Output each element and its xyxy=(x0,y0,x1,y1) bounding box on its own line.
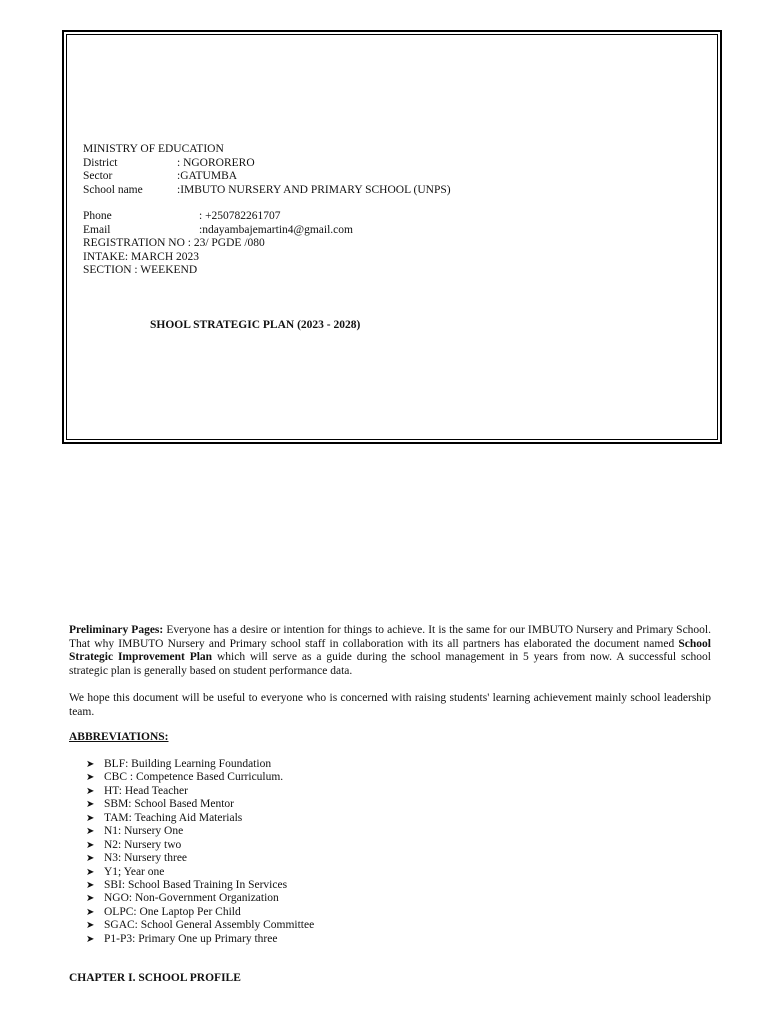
sector-value: :GATUMBA xyxy=(177,170,238,182)
abbreviation-item xyxy=(86,879,314,892)
plan-title: SHOOL STRATEGIC PLAN (2023 - 2028) xyxy=(150,319,361,331)
abbreviation-text: N2: Nursery two xyxy=(104,838,182,851)
ministry-line xyxy=(83,143,683,157)
abbreviation-item xyxy=(86,758,314,771)
abbreviation-item xyxy=(86,919,314,932)
registration-line xyxy=(83,237,683,251)
abbreviation-text: P1-P3: Primary One up Primary three xyxy=(104,932,278,945)
arrow-bullet-icon: ➤ xyxy=(86,839,95,851)
sector-line xyxy=(83,170,683,184)
arrow-bullet-icon: ➤ xyxy=(86,826,95,838)
chapter-heading: CHAPTER I. SCHOOL PROFILE xyxy=(69,972,241,984)
intake: INTAKE: MARCH 2023 xyxy=(83,250,199,263)
school-name-value: :IMBUTO NURSERY AND PRIMARY SCHOOL (UNPS) xyxy=(177,183,451,196)
abbreviation-text: NGO: Non-Government Organization xyxy=(104,892,279,905)
abbreviation-text: OLPC: One Laptop Per Child xyxy=(104,905,241,918)
preliminary-heading: Preliminary Pages: xyxy=(69,624,164,636)
district-line xyxy=(83,157,683,171)
sector-label: Sector xyxy=(83,170,113,182)
abbreviations-list xyxy=(86,758,314,946)
abbreviation-text: SBM: School Based Mentor xyxy=(104,798,235,811)
cover-page-frame xyxy=(62,30,722,444)
school-name-line xyxy=(83,184,683,198)
abbreviation-item xyxy=(86,798,314,811)
abbreviation-text: TAM: Teaching Aid Materials xyxy=(104,811,243,824)
spacer xyxy=(83,197,683,210)
phone-line xyxy=(83,210,683,224)
preliminary-text-1: Everyone has a desire or intention for things to achieve. It is the same for our IMBUTO Nursery and Primary School. That why IMBUTO Nursery and Primary school staff in collaboration with its all partners has elaborated the document named xyxy=(69,624,711,650)
section-line xyxy=(83,264,683,278)
abbreviations-heading: ABBREVIATIONS: xyxy=(69,731,169,743)
arrow-bullet-icon: ➤ xyxy=(86,785,95,797)
email-value: :ndayambajemartin4@gmail.com xyxy=(199,223,353,236)
abbreviation-item xyxy=(86,933,314,946)
phone-value: : +250782261707 xyxy=(199,210,281,222)
arrow-bullet-icon: ➤ xyxy=(86,812,95,824)
registration-number: REGISTRATION NO : 23/ PGDE /080 xyxy=(83,237,265,249)
abbreviation-text: CBC : Competence Based Curriculum. xyxy=(104,771,284,784)
abbreviation-text: HT: Head Teacher xyxy=(104,784,188,797)
abbreviation-text: N3: Nursery three xyxy=(104,852,188,865)
abbreviation-item xyxy=(86,812,314,825)
abbreviation-text: BLF: Building Learning Foundation xyxy=(104,758,272,770)
phone-label: Phone xyxy=(83,210,112,222)
arrow-bullet-icon: ➤ xyxy=(86,920,95,932)
email-line xyxy=(83,224,683,238)
abbreviation-item xyxy=(86,825,314,838)
intake-line xyxy=(83,251,683,265)
arrow-bullet-icon: ➤ xyxy=(86,799,95,811)
abbreviation-item xyxy=(86,906,314,919)
abbreviation-item xyxy=(86,839,314,852)
abbreviation-text: SBI: School Based Training In Services xyxy=(104,878,288,891)
plan-name-bold: School Strategic Improvement Plan xyxy=(69,637,711,663)
hope-paragraph: We hope this document will be useful to everyone who is concerned with raising students' learning achievement mainly school leadership team. xyxy=(69,692,711,718)
arrow-bullet-icon: ➤ xyxy=(86,866,95,878)
abbreviation-item xyxy=(86,852,314,865)
section: SECTION : WEEKEND xyxy=(83,264,198,276)
district-label: District xyxy=(83,156,118,169)
abbreviation-item xyxy=(86,866,314,879)
arrow-bullet-icon: ➤ xyxy=(86,893,95,905)
cover-page-inner-border xyxy=(66,34,718,440)
ministry-name: MINISTRY OF EDUCATION xyxy=(83,143,224,155)
arrow-bullet-icon: ➤ xyxy=(86,759,95,770)
email-label: Email xyxy=(83,223,111,236)
cover-details xyxy=(83,143,683,278)
abbreviation-item xyxy=(86,785,314,798)
abbreviation-text: Y1; Year one xyxy=(104,865,165,878)
preliminary-text-2: which will serve as a guide during the school management in 5 years from now. A successful school strategic plan is generally based on student performance data. xyxy=(69,651,711,677)
arrow-bullet-icon: ➤ xyxy=(86,906,95,918)
abbreviation-item xyxy=(86,771,314,784)
arrow-bullet-icon: ➤ xyxy=(86,772,95,784)
abbreviation-text: N1: Nursery One xyxy=(104,825,184,838)
school-name-label: School name xyxy=(83,183,143,196)
arrow-bullet-icon: ➤ xyxy=(86,933,95,945)
arrow-bullet-icon: ➤ xyxy=(86,879,95,891)
abbreviation-item xyxy=(86,892,314,905)
district-value: : NGORORERO xyxy=(177,156,255,169)
arrow-bullet-icon: ➤ xyxy=(86,853,95,865)
abbreviation-text: SGAC: School General Assembly Committee xyxy=(104,919,315,932)
preliminary-paragraph xyxy=(69,624,711,678)
